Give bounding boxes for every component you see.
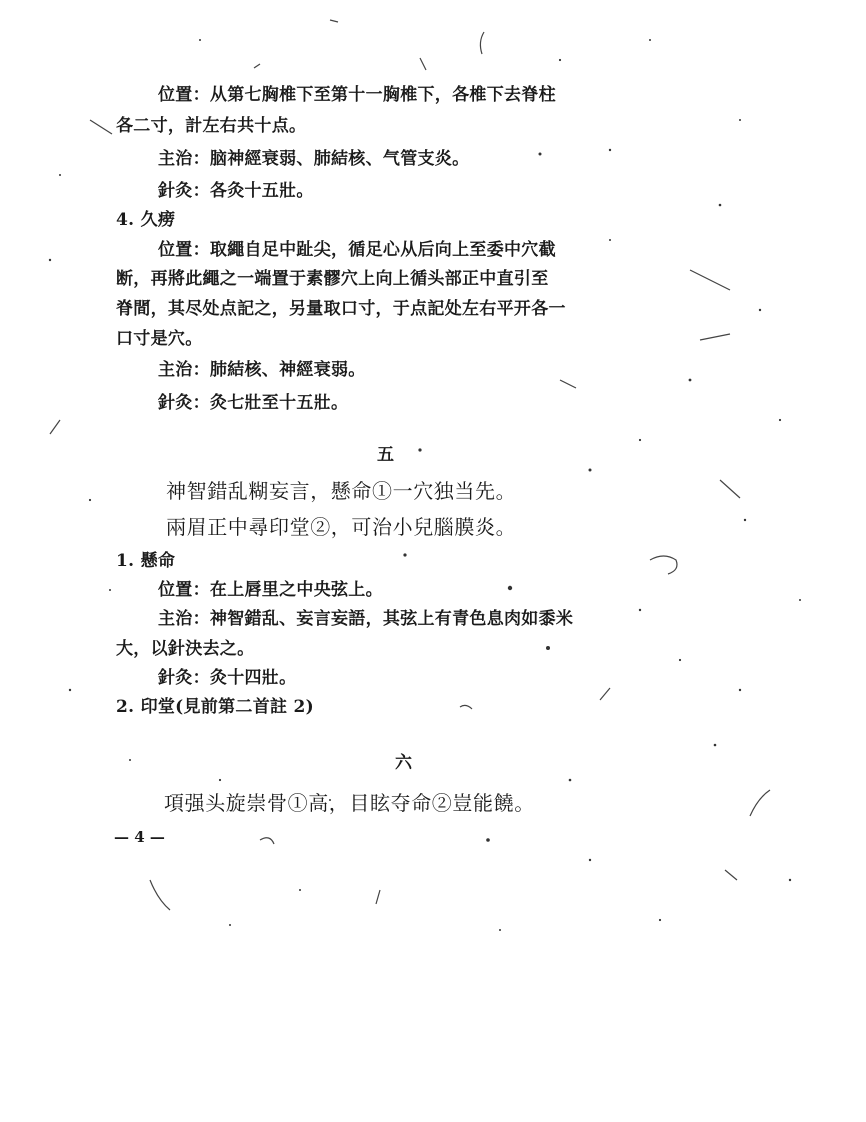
text-line-position-2: 位置：取繩自足中趾尖，循足心从后向上至委中穴截	[158, 240, 556, 260]
text-line-acupuncture-1: 針灸：各灸十五壯。	[158, 181, 314, 201]
text-line-acupuncture-2: 針灸：灸七壯至十五壯。	[158, 393, 349, 413]
text-line-acupuncture-3: 針灸：灸十四壯。	[158, 668, 297, 688]
section-heading-yintang: 2. 印堂(見前第二首註 2)	[116, 697, 314, 717]
text-line-position-3: 位置：在上唇里之中央弦上。	[158, 580, 383, 600]
text-line-indication-3: 主治：神智錯乱、妄言妄語，其弦上有青色息肉如黍米	[158, 609, 574, 629]
verse-line-3: 項强头旋崇骨①高，目眩夺命②豈能饒。	[164, 791, 535, 815]
page-number: — 4 —	[114, 828, 165, 846]
text-line-indication-2: 主治：肺結核、神經衰弱。	[158, 360, 366, 380]
text-line-position-2-cont-c: 口寸是穴。	[116, 329, 203, 349]
verse-number-6: 六	[395, 753, 412, 773]
verse-line-2: 兩眉正中尋印堂②，可治小兒腦膜炎。	[166, 515, 517, 539]
section-heading-jiulao: 4. 久痨	[116, 210, 176, 230]
verse-line-1: 神智錯乱糊妄言，懸命①一穴独当先。	[166, 479, 517, 503]
text-line-position-1-cont: 各二寸，計左右共十点。	[116, 116, 307, 136]
text-line-position-2-cont-b: 脊間，其尽处点記之，另量取口寸，于点記处左右平开各一	[116, 299, 566, 319]
text-line-position-2-cont-a: 断，再將此繩之一端置于素髎穴上向上循头部正中直引至	[116, 269, 549, 289]
section-heading-xuanming: 1. 懸命	[116, 551, 176, 571]
text-line-position-1: 位置：从第七胸椎下至第十一胸椎下，各椎下去脊柱	[158, 85, 556, 105]
verse-number-5: 五	[377, 445, 394, 465]
text-line-indication-1: 主治：脑神經衰弱、肺結核、气管支炎。	[158, 149, 470, 169]
text-line-indication-3-cont: 大，以針決去之。	[116, 639, 255, 659]
